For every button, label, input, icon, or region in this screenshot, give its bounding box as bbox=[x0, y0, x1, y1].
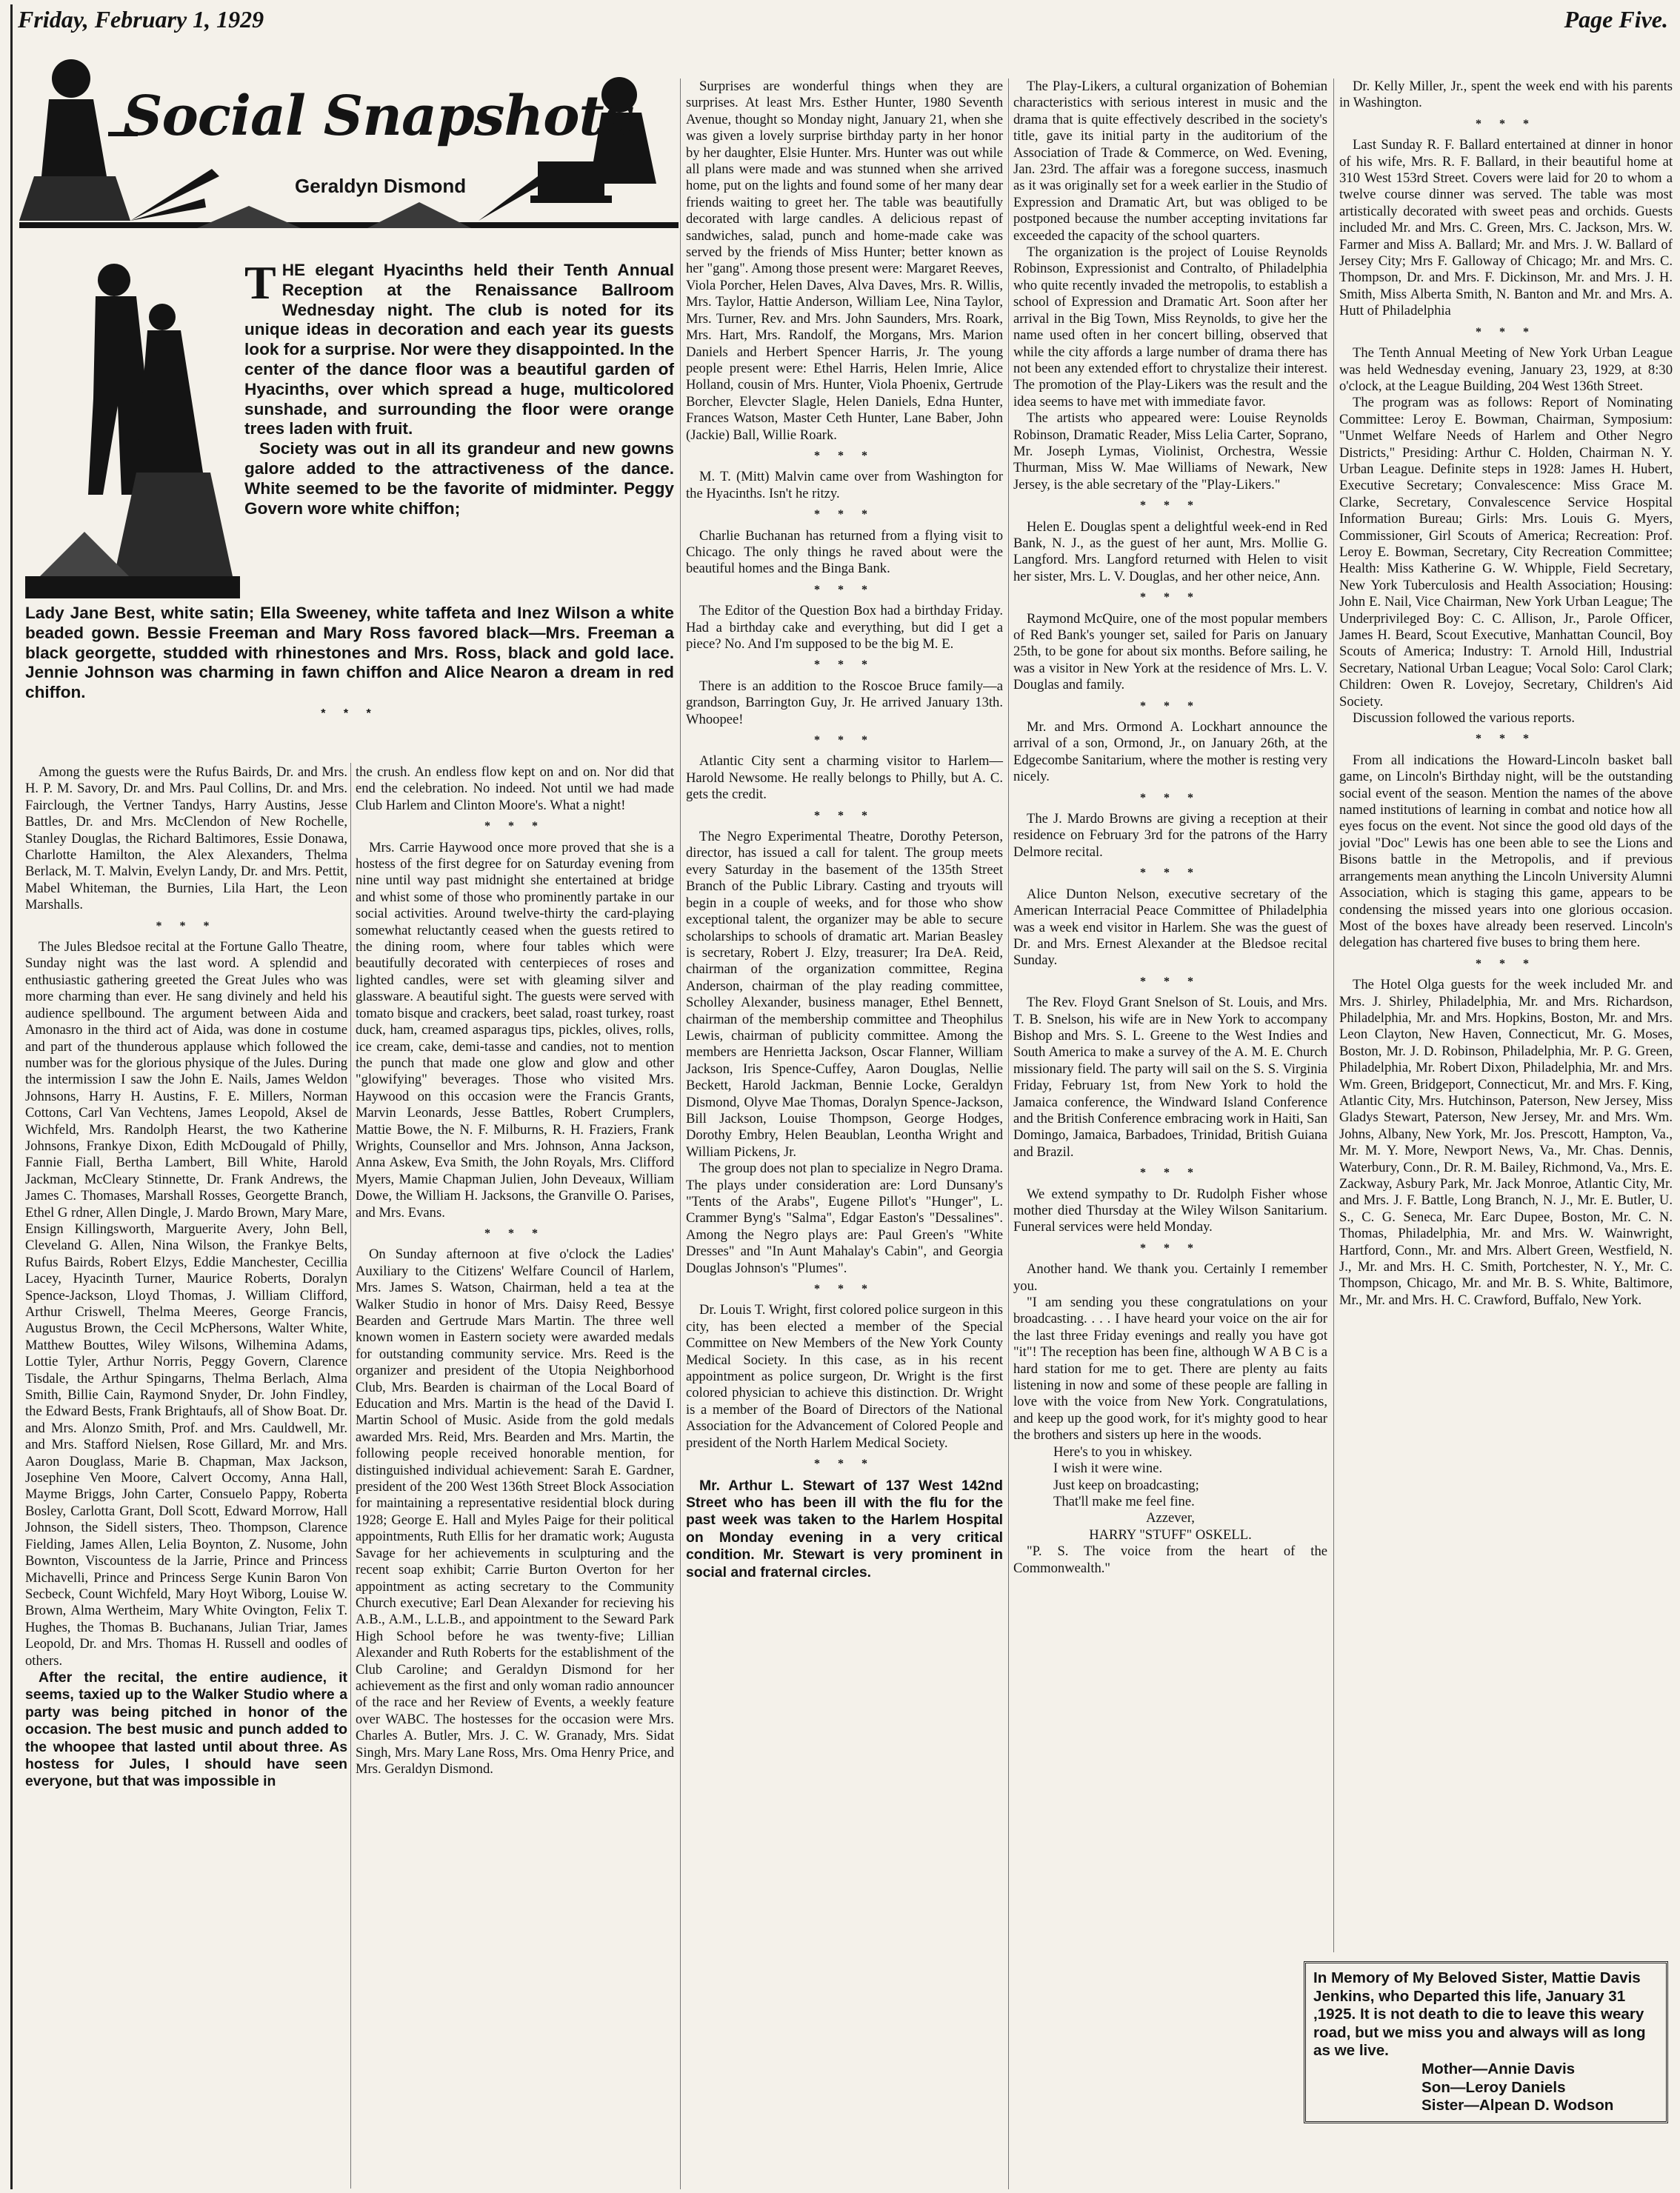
dr-wright-paragraph: Dr. Louis T. Wright, first colored police surgeon in this city, has been elected a member of the Special Committee on New Members of the New York County Medical Society. In this case, as in his recent appointment as police surgeon, Dr. Wright is the first colored physician to achieve this distinction. Dr. Wright is a member of the Board of Directors of the National Association for the Advancement of Colored People and president of the North Harlem Medical Society. bbox=[686, 1302, 1003, 1451]
guests-paragraph: Among the guests were the Rufus Bairds, Dr. and Mrs. H. P. M. Savory, Dr. and Mrs. Paul Collins, Dr. and Mrs. Fairclough, the Vertner Tandys, Harry Austins, Jesse Battles, Dr. and Mrs. McClendon of New Rochelle, Stanley Douglas, the Richard Baltimores, Essie Donawa, Charlotte Hamilton, the Alex Alexanders, Thelma Berlack, M. T. Malvin, Evelyn Landy, Dr. and Mrs. Pettit, Mabel Whiteman, the Burnies, Lila Hart, the Leon Marshalls. bbox=[25, 764, 347, 913]
section-divider: * * * bbox=[1476, 117, 1536, 130]
douglas-paragraph: Helen E. Douglas spent a delightful week-end in Red Bank, N. J., as the guest of her aunt, Mrs. Mollie G. Langford. Mrs. Langford returned with Helen to visit her sister, Mrs. L. V. Douglas, and her other neice, Ann. bbox=[1013, 518, 1327, 584]
buchanan-paragraph: Charlie Buchanan has returned from a flying visit to Chicago. The only things he raved about were the beautiful homes and the Binga Bank. bbox=[686, 527, 1003, 577]
section-divider: * * * bbox=[321, 707, 379, 720]
section-divider: * * * bbox=[1476, 957, 1536, 970]
artists-paragraph: The artists who appeared were: Louise Reynolds Robinson, Dramatic Reader, Miss Lelia Carter, Soprano, Mr. Joseph Lymas, Violinist, Orchestra, Wessie Thurman, Miss W. Mae Williams of Newark, New Jersey, is the able secretary of the "Play-Likers." bbox=[1013, 410, 1327, 493]
section-divider: * * * bbox=[814, 583, 875, 596]
section-divider: * * * bbox=[814, 658, 875, 672]
page-number: Page Five. bbox=[1564, 6, 1668, 33]
lede-continuation bbox=[25, 604, 674, 724]
lede-paragraph-1: HE elegant Hyacinths held their Tenth Annual Reception at the Renaissance Ballroom Wednesday night. The club is noted for its unique ideas in decoration and each year its guests look for a surprise. Nor were they disappointed. In the center of the dance floor was a beautiful garden of Hyacinths, over which spread a huge, multicolored sunshade, and surrounding the floor were orange trees laden with fruit. bbox=[244, 261, 674, 438]
memorial-signature: Son—Leroy Daniels bbox=[1421, 2078, 1566, 2096]
section-divider: * * * bbox=[156, 919, 217, 932]
discussion-paragraph: Discussion followed the various reports. bbox=[1353, 710, 1576, 727]
play-likers-organization-paragraph: The organization is the project of Louise Reynolds Robinson, Expressionist and Contralto, of Philadelphia who quite recently invaded the metropolis, to establish a school of Expression and Dramatic Art. Soon after her arrival in the Big Town, Miss Reynolds, to give her the name used often in her concert billing, observed that while the city affords a large number of drama there has not been any extended effort to chrystalize their interest. The promotion of the Play-Likers was the result and the idea seems to have met with immediate favor. bbox=[1013, 244, 1327, 410]
crush-paragraph: the crush. An endless flow kept on and on. Nor did that end the celebration. No indeed. Not until we had made Club Harlem and Clinton Moore's. What a night! bbox=[356, 764, 674, 813]
section-divider: * * * bbox=[1140, 1166, 1201, 1180]
another-hand-paragraph: Another hand. We thank you. Certainly I remember you. bbox=[1013, 1261, 1327, 1294]
memorial-notice bbox=[1304, 1961, 1668, 2123]
section-divider: * * * bbox=[814, 1283, 875, 1296]
ladies-auxiliary-paragraph: On Sunday afternoon at five o'clock the Ladies' Auxiliary to the Citizens' Welfare Council of Harlem, Mrs. James S. Watson, Chairman, held a tea at the Walker Studio in honor of Mrs. Daisy Reed, Bessye Bearden and Gertrude Mars Martin. The three well known women in Eastern society were awarded medals for outstanding community service. Mrs. Reed is the organizer and president of the Utopia Neighborhood Club, Mrs. Bearden is chairman of the Local Board of Education and Mrs. Martin is the head of the David I. Martin School of Music. Aside from the gold medals awarded Mrs. Reid, Mrs. Bearden and Mrs. Martin, the following people received honorable mention, for distinguished individual achievement: Sarah E. Gardner, president of the 200 West 136th Street Block Association for maintaining a representative residential block during 1928; George E. Hall and Myles Paige for their political appointments, Ruth Ellis for her dramatic work; Augusta Savage for her achievements in sculpturing and the recent soap exhibit; Carrie Burton Overton for her appointment as acting secretary to the Community Church executive; Earl Dean Alexander for recieving his A.B., A.M., L.L.B., and appointment to the Seward Park High School before he was twenty-five; Lillian Alexander and Ruth Roberts for the establishment of the Club Caroline; and Geraldyn Dismond for her achievement as the first and only woman radio announcer of the race and her Review of Events, a weekly feature over WABC. The hostesses for the occasion were Mrs. Charles A. Butler, Mrs. J. C. W. Granady, Mrs. Sidat Singh, Mrs. Mary Lane Ross, Mrs. Oma Henry Price, and Mrs. Geraldyn Dismond. bbox=[356, 1246, 674, 1777]
column-masthead bbox=[19, 50, 679, 236]
column-rule bbox=[1008, 79, 1009, 2189]
mardo-browns-paragraph: The J. Mardo Browns are giving a reception at their residence on February 3rd for the patrons of the Harry Delmore recital. bbox=[1013, 811, 1327, 860]
hotel-olga-paragraph: The Hotel Olga guests for the week included Mr. and Mrs. J. Shirley, Philadelphia, Mr. and Mrs. Richardson, Philadelphia, Mr. and Mrs. Hopkins, Boston, Mr. and Mrs. Leon Clayton, New Haven, Connecticut, Mr. G. Moses, Boston, Mr. J. D. Robinson, Philadelphia, Mr. P. G. Green, Philadelphia, Mr. Robert Dixon, Philadelphia, Mr. and Mrs. Wm. Green, Bridgeport, Connecticut, Mr. and Mrs. F. King, Atlantic City, Mrs. Hutchinson, Paterson, New Jersey, Miss Gladys Stewart, Paterson, New Jersey, Mr. and Mrs. Wm. Johns, Albany, New York, Mr. Jos. Prescott, Hampton, Va., Mr. M. Y. More, Newport News, Va., Mr. Chas. Dennis, Waterbury, Conn., Dr. R. M. Bailey, Richmond, Va., Mrs. E. Zackway, Asbury Park, Mr. Jack Monroe, Atlantic City, Mr. and Mrs. J. F. Battle, Long Branch, N. J., Mr. E. Butler, U. S., C. G. Seneca, Mr. Earc Dupee, Boston, Mr. C. N. Thomas, Philadelphia, Mr. and Mrs. W. Wainwright, Hartford, Conn., Mr. and Mrs. Albert Green, Westfield, N. J., Mr. and Mrs. H. C. Smith, Portchester, N. Y., Mr. C. Thompson, Chicago, Mr. and Mr. B. S. White, Baltimore, Mr., Mr. and Mrs. H. C. Crawford, Buffalo, New York. bbox=[1339, 977, 1673, 1308]
column-4 bbox=[1013, 79, 1327, 1577]
column-3 bbox=[686, 79, 1003, 1581]
section-divider: * * * bbox=[1140, 591, 1201, 604]
section-divider: * * * bbox=[814, 449, 875, 462]
column-title: Social Snapshots bbox=[123, 84, 634, 148]
column-rule bbox=[1333, 79, 1334, 1952]
lede-paragraph-3: Lady Jane Best, white satin; Ella Sweeney, white taffeta and Inez Wilson a white beaded gown. Bessie Freeman and Mary Ross favored black—Mrs. Freeman a black georgette, studded with rhinestones and Mrs. Ross, black and gold lace. Jennie Johnson was charming in fawn chiffon and Alice Nearon a dream in red chiffon. bbox=[25, 604, 674, 702]
section-divider: * * * bbox=[1140, 867, 1201, 880]
ballard-dinner-paragraph: Last Sunday R. F. Ballard entertained at dinner in honor of his wife, Mrs. R. F. Ballard, in their beautiful home at 310 West 153rd Street. Covers were laid for 20 to whom a twelve course dinner was served. The table was most artistically decorated with sweet peas and orchids. Guests included Mr. and Mrs. C. Green, Mrs. C. Jackson, Mrs. W. Farmer and Miss A. Ballard; Mr. and Mrs. J. W. Ballard of Jersey City; Mrs F. Galloway of Chicago; Mr. and Mrs. C. Thompson, Dr. and Mrs. F. Dickinson, Mr. and Mrs. J. H. Smith, Miss Alberta Smith, N. Banton and Mr. and Mrs. A. Hutt of Philadelphia bbox=[1339, 137, 1673, 319]
stewart-paragraph: Mr. Arthur L. Stewart of 137 West 142nd Street who has been ill with the flu for the past week was taken to the Harlem Hospital on Monday evening in a very critical condition. Mr. Stewart is very prominent in social and fraternal circles. bbox=[686, 1477, 1003, 1581]
memorial-text: In Memory of My Beloved Sister, Mattie Davis Jenkins, who Departed this life, January 31 ,1925. It is not death to die to leave this weary road, but we miss you and always will as long as we live. bbox=[1313, 1969, 1646, 2060]
memorial-signature: Sister—Alpean D. Wodson bbox=[1421, 2097, 1614, 2114]
surprise-party-paragraph: Surprises are wonderful things when they are surprises. At least Mrs. Esther Hunter, 1980 Seventh Avenue, thought so Monday night, January 21, when she was given a lovely surprise birthday party in her honor by her daughter, Elsie Hunter. Mrs. Hunter was out while all plans were made and was stunned when she arrived home, put on the lights and found some of her many dear friends waiting to greet her. The table was beautifully decorated with large candles. A delicious repast of sandwiches, salad, punch and home-made cake was served by the friends of Miss Hunter; better known as her "gang". Among those present were: Margaret Reeves, Viola Porcher, Helen Daves, Alva Daves, Mrs. R. Willis, Mrs. Taylor, Hattie Anderson, William Lee, Nina Taylor, Mrs. Turner, Rev. and Mrs. John Saunders, Mrs. Roark, Mrs. Hart, Mrs. Randolf, the Morgans, Mrs. Marion Daniels and Herbert Spencer Harris, Jr. The young people present were: Ethel Harris, Helen Imrie, Alice Holland, cousin of Mrs. Hunter, Viola Phoenix, Gertrude Borcher, Elevcter Slagle, Helen Daniels, Edna Hunter, Frances Watson, Master Ceth Hunter, Lane Baber, John (Jackie) Ball, Willie Roark. bbox=[686, 79, 1003, 443]
section-divider: * * * bbox=[814, 508, 875, 521]
experimental-theatre-paragraph: The Negro Experimental Theatre, Dorothy Peterson, director, has issued a call for talent. The group meets every Saturday in the basement of the 135th Street Branch of the Public Library. Casting and tryouts will begin in a couple of weeks, and for those who show exceptional talent, the organizer may be able to secure scholarships to schools of dramatic art. Marian Beasley is secretary, Robert J. Elzy, treasurer; Ira DeA. Reid, chairman of the organization committee, Regina Anderson, chairman of the play reading committee, Scholley Alexander, business manager, Ethel Bennett, chairman of the membership committee and Theophilus Lewis, chairman of publicity committee. Among the members are Henrietta Jackson, Oscar Flanner, William Jackson, Iris Spence-Cuffey, Aaron Douglas, Nellie Beckett, Harold Jackman, Bennie Locke, Geraldyn Dismond, Olyve Mae Thomas, Doralyn Spence-Jackson, Bill Jackson, Louise Thompson, George Hodges, Dorothy Embry, Helen Beaublan, Leontha Wright and William Pickens, Jr. bbox=[686, 829, 1003, 1160]
atlantic-city-paragraph: Atlantic City sent a charming visitor to Harlem—Harold Newsome. He really belongs to Philly, but A. C. gets the credit. bbox=[686, 753, 1003, 803]
letter-paragraph: "I am sending you these congratulations on your broadcasting. . . . I have heard your voice on the air for the last three Friday evenings and really you have got "it"! The reception has been fine, although W A B C is a hard station for me to get. There are plenty au faits listening in now and some of these people are falling in love with the voice from New York. Congratulations, and keep up the good work, for it's mighty good to hear the brothers and sisters up here in the woods. bbox=[1013, 1295, 1327, 1443]
section-divider: * * * bbox=[484, 1226, 545, 1240]
bruce-family-paragraph: There is an addition to the Roscoe Bruce family—a grandson, Barrington Guy, Jr. He arrived January 13th. Whoopee! bbox=[686, 678, 1003, 727]
section-divider: * * * bbox=[1140, 699, 1201, 712]
malvin-paragraph: M. T. (Mitt) Malvin came over from Washington for the Hyacinths. Isn't he ritzy. bbox=[686, 469, 1003, 501]
poem-line: That'll make me feel fine. bbox=[1053, 1493, 1195, 1509]
section-divider: * * * bbox=[1140, 499, 1201, 513]
theatre-plays-paragraph: The group does not plan to specialize in Negro Drama. The plays under consideration are: Lord Dunsany's "Tents of the Arabs", Eugene Pillot's "Hunger", L. Crammer Byng's "Salma", Edgar Easton's "Dessalines". Among the Negro plays are: Paul Green's "White Dresses" and "In Aunt Mahalay's Cabin", and Georgia Douglas Johnson's "Plumes". bbox=[686, 1161, 1003, 1276]
mcquire-paragraph: Raymond McQuire, one of the most popular members of Red Bank's younger set, sailed for Paris on January 25th, to be gone for about six months. Before sailing, he was a visitor in New York at the residence of Mrs. L. V. Douglas and family. bbox=[1013, 610, 1327, 693]
haywood-bridge-paragraph: Mrs. Carrie Haywood once more proved that she is a hostess of the first degree for on Saturday evening from nine until way past midnight she entertained at bridge and whist some of those who prominently partake in our social activities. Around twelve-thirty the card-playing somewhat reluctantly ceased when the guests retired to the dining room, where four tables which were beautifully decorated with centerpieces of roses and lighted candles, were set with gleaming silver and glassware. A beautiful sight. The guests were served with tomato bisque and crackers, beet salad, roast turkey, roast duck, ham, creamed asparagus tips, pickles, olives, rolls, ice cream, cake, demi-tasse and candies, not to mention the punch that made one glow and glow and other "glowifying" beverages. Those who visited Mrs. Haywood on this occasion were the Francis Grants, Marvin Leonards, Jesse Battles, Robert Crumplers, Mattie Bowe, the N. F. Milburns, R. H. Fraziers, Frank Wrights, Counsellor and Mrs. Johnson, Anna Jackson, Anna Askew, Eva Smith, the John Royals, Mrs. Clifford Myers, Mamie Chapman Julien, John Deveaux, William Dowe, the William H. Jacksons, the Granville O. Parises, and Mrs. Evans. bbox=[356, 839, 674, 1221]
bledsoe-recital-paragraph: The Jules Bledsoe recital at the Fortune Gallo Theatre, Sunday night was the last word. A splendid and enthusiastic gathering greeted the Great Jules who was more charming than ever. He sang divinely and held his audience spellbound. The argument between Aida and Amonasro in the third act of Aida, was done in costume and part of the thunderous applause which followed the number was for the glorious physique of the Jules. During the intermission I saw the John E. Nails, James Weldon Johnsons, Harry H. Austins, F. E. Millers, Norman Cottons, Carl Van Vechtens, James Leopold, Aksel de Wichfeld, Mrs. Randolph Hearst, the two Katherine Johnsons, Frankye Dixon, Edith McDougald of Philly, Fannie Fiall, Bertha Lambert, Bill White, Harold Jackman, McCleary Stinnette, Dr. Frank Andrews, the James C. Thomases, Marshall Rosses, Georgette Branch, Ethel G rdner, Allen Dingle, J. Mardo Brown, Mary Mare, Ensign Killingsworth, Marguerite Avery, John Bell, Cleveland G. Allen, Nina Wilson, the Frankye Belts, Rufus Bairds, Robert Elzys, Eddie Manchester, Cecillia Lacey, Hyacinth Turner, Maurice Roberts, Doralyn Spence-Jackson, Lloyd Thomas, J. William Clifford, Arthur Criswell, Thelma Meeres, George Francis, Augustus Brown, the Cecil McPhersons, Walter White, Matthew Bouttes, Wiley Wilsons, Wilhemina Adams, Lottie Tyler, Arthur Norris, Peggy Govern, Clarence Tisdale, the Arthur Spingarns, Thelma Berlach, Alma Smith, Billie Cain, Raymond Snyder, Dr. John Findley, the Edward Bests, Frank Brightaufs, all of Show Boat. Dr. and Mrs. Alonzo Smith, Prof. and Mrs. Cauldwell, Mr. and Mrs. Stafford Nielsen, Rose Gillard, Mr. and Mrs. Aaron Douglass, Marie B. Chapman, Max Jackson, Josephine Ven Moore, Calvert Occomy, Anna Hall, Mayme Briggs, John Carter, Consuelo Pappy, Roberta Bosley, Carlotta Grant, Doll Scott, Edward Morrow, Hall Johnson, the Sidell sisters, Theo. Thompson, Clarence Fielding, James Allen, Lelia Boynton, Z. Nusome, John Bownton, Viscountess de la Jarrie, Prince and Princess Michavelli, Prince and Princess Serge Kunin Baron Von Secbeck, Count Wichfeld, Mary Hoyt Wiborg, Louise W. Brown, Alma Wertheim, Mary White Ovington, Felix T. Hughes, the Thomas B. Buchanans, Julian Triar, James Leopold, Dr. and Mrs. Thomas H. Russell and oodles of others. bbox=[25, 939, 347, 1669]
urban-league-program-paragraph: The program was as follows: Report of Nominating Committee: Leroy E. Bowman, Chairman, Symposium: "Unmet Welfare Needs of Harlem and Other Negro Districts," Presiding: Arthur C. Holden, Chairman N. Y. Urban League. Definite steps in 1928: James H. Hubert, Executive Secretary; Convalescence: Miss Grace M. Clarke, Secretary, Convalescence Service Hospital Information Bureau; Girls: Mrs. Louis G. Myers, Commissioner, Girl Scouts of America; Recreation: Prof. Leroy E. Bowman, Secretary, City Recreation Committee; Health: Miss Katherine G. W. Whipple, Field Secretary, New York Tuberculosis and Health Association; Housing: John E. Nail, Vice Chairman, New York Urban League; The Underprivileged Boy: C. C. Allison, Jr., Parole Officer, James H. Beard, Scout Executive, Manhattan Council, Boy Scouts of America; Industry: T. Arnold Hill, Industrial Secretary, National Urban League; Vocal Solo: Carol Clark; Children: Owen R. Lovejoy, Secretary, Children's Aid Society. bbox=[1339, 395, 1673, 710]
column-rule bbox=[350, 763, 351, 2189]
letter-postscript: "P. S. The voice from the heart of the Commonwealth." bbox=[1013, 1543, 1327, 1576]
kelly-miller-paragraph: Dr. Kelly Miller, Jr., spent the week end with his parents in Washington. bbox=[1339, 79, 1673, 111]
section-divider: * * * bbox=[814, 809, 875, 822]
lede-paragraph-2: Society was out in all its grandeur and new gowns galore added to the attractiveness of the dance. White seemed to be the favorite of midminter. Peggy Govern wore white chiffon; bbox=[244, 439, 674, 518]
column-rule bbox=[680, 79, 681, 2189]
drop-cap: T bbox=[244, 256, 276, 309]
section-divider: * * * bbox=[814, 1458, 875, 1471]
poem-line: Here's to you in whiskey. bbox=[1053, 1443, 1193, 1460]
question-box-paragraph: The Editor of the Question Box had a birthday Friday. Had a birthday cake and everything, but did I get a piece? No. And I'm supposed to be the big M. E. bbox=[686, 603, 1003, 652]
page-header bbox=[18, 4, 1674, 40]
sympathy-paragraph: We extend sympathy to Dr. Rudolph Fisher whose mother died Thursday at the Wiley Wilson Sanitarium. Funeral services were held Monday. bbox=[1013, 1186, 1327, 1235]
poem-line: Just keep on broadcasting; bbox=[1053, 1477, 1199, 1493]
issue-date: Friday, February 1, 1929 bbox=[18, 6, 264, 33]
column-byline: Geraldyn Dismond bbox=[295, 175, 467, 197]
lockhart-paragraph: Mr. and Mrs. Ormond A. Lockhart announce the arrival of a son, Ormond, Jr., on January 26th, at the Edgecombe Sanitarium, where the mother is resting very nicely. bbox=[1013, 719, 1327, 785]
column-2 bbox=[356, 764, 674, 1778]
basketball-paragraph: From all indications the Howard-Lincoln basket ball game, on Lincoln's Birthday night, will be the outstanding social event of the season. Mention the names of the above named institutions of learning in combat and notice how all eyes focus on the event. Not since the good old days of the jovial "Doc" Lewis has one been able to see the Lions and Bisons battle in the Metropolis, and if previous arrangements mean anything the Lincoln University Alumni Association, which is staging this game, appears to be condensing the missed years into one glorious occasion. Most of the boxes have already been reserved. Lincoln's delegation has chartered five buses to bring them here. bbox=[1339, 752, 1673, 951]
page-left-rule bbox=[10, 4, 13, 2189]
poem-line: I wish it were wine. bbox=[1053, 1461, 1163, 1477]
letter-closing: Azzever, bbox=[1146, 1510, 1195, 1526]
dancing-couple-illustration bbox=[25, 250, 240, 598]
section-divider: * * * bbox=[814, 734, 875, 747]
section-divider: * * * bbox=[1476, 732, 1536, 746]
column-5 bbox=[1339, 79, 1673, 1309]
letter-signer: HARRY "STUFF" OSKELL. bbox=[1089, 1526, 1252, 1543]
play-likers-paragraph: The Play-Likers, a cultural organization of Bohemian characteristics with serious interest in music and the drama that is quite effectively described in the society's title, gave its initial party in the auditorium of the Association of Trade & Commerce, on Wed. Evening, Jan. 23rd. The affair was a foregone success, inasmuch as it was originally set for a week earlier in the Studio of Expression and Dramatic Art, but was obliged to be postponed because the number accepting invitations far exceeded the capacity of the school quarters. bbox=[1013, 79, 1327, 244]
section-divider: * * * bbox=[484, 820, 545, 833]
nelson-paragraph: Alice Dunton Nelson, executive secretary of the American Interracial Peace Committee of Philadelphia was a week end visitor in Harlem. She was the guest of Dr. and Mrs. Ernest Alexander at the Bledsoe recital Sunday. bbox=[1013, 886, 1327, 969]
section-divider: * * * bbox=[1140, 975, 1201, 988]
column-1 bbox=[25, 764, 347, 1791]
snelson-paragraph: The Rev. Floyd Grant Snelson of St. Louis, and Mrs. T. B. Snelson, his wife are in New York to accompany Bishop and Mrs. S. L. Greene to the West Indies and South America to make a survey of the A. M. E. Church missionary field. The party will sail on the S. S. Virginia Friday, February 1st, from New York to hold the Jamaica conference, the Windward Island Conference and the British Conference embracing work in Haiti, San Domingo, Jamaica, Barbadoes, Trinidad, British Guiana and Brazil. bbox=[1013, 995, 1327, 1160]
urban-league-paragraph: The Tenth Annual Meeting of New York Urban League was held Wednesday evening, January 23, 1929, at 8:30 o'clock, at the League Building, 204 West 136th Street. bbox=[1339, 345, 1673, 394]
section-divider: * * * bbox=[1476, 325, 1536, 338]
after-recital-paragraph: After the recital, the entire audience, it seems, taxied up to the Walker Studio where a party was being pitched in honor of the occasion. The best music and punch added to the whoopee that lasted until about three. As hostess for Jules, I should have seen everyone, but that was impossible in bbox=[25, 1669, 347, 1790]
section-divider: * * * bbox=[1140, 1241, 1201, 1255]
section-divider: * * * bbox=[1140, 791, 1201, 804]
lede-article bbox=[244, 256, 674, 518]
memorial-signature: Mother—Annie Davis bbox=[1421, 2060, 1576, 2077]
